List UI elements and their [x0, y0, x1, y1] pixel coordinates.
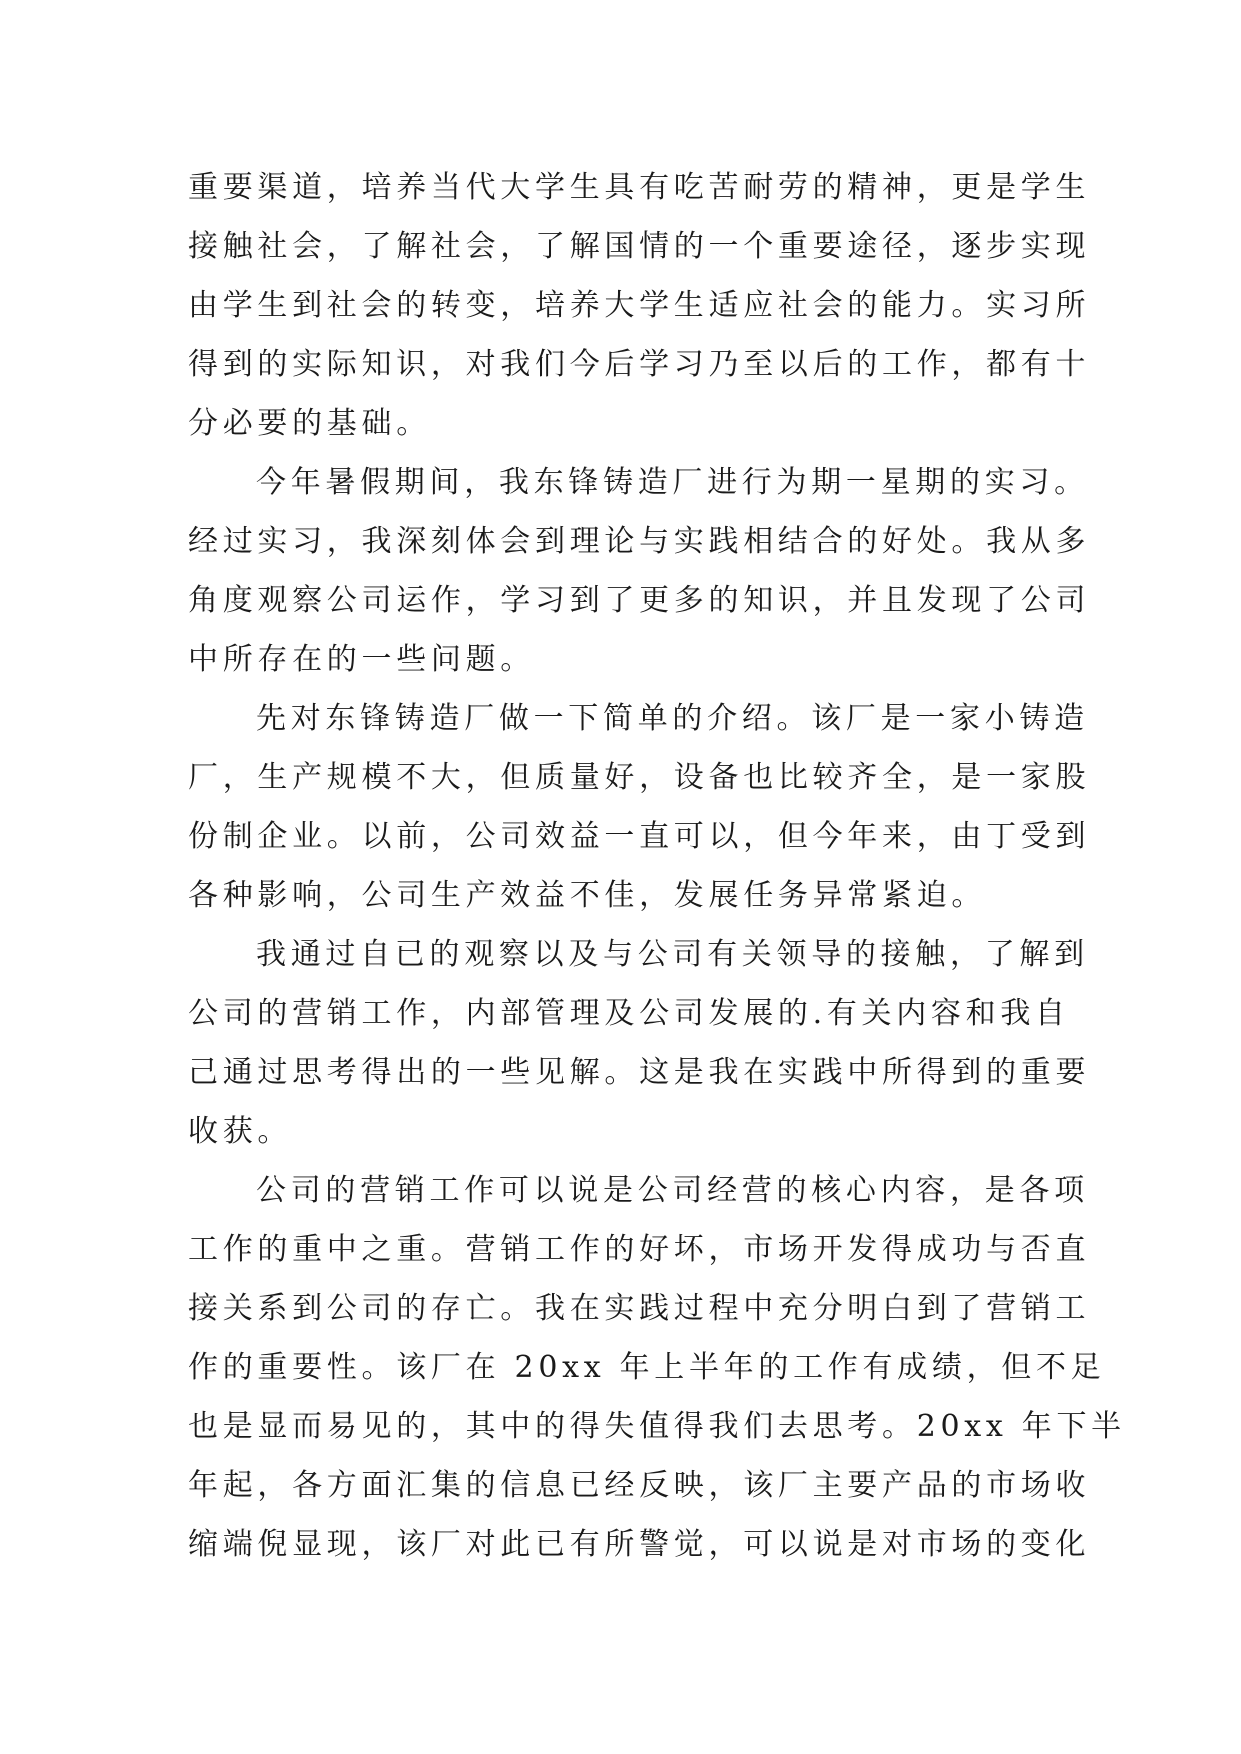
text-line: 年起，各方面汇集的信息已经反映，该厂主要产品的市场收: [188, 1468, 1091, 1503]
text-line: 收获。: [188, 1114, 293, 1149]
text-line: 角度观察公司运作，学习到了更多的知识，并且发现了公司: [188, 583, 1091, 618]
text-line: 工作的重中之重。营销工作的好坏，市场开发得成功与否直: [188, 1232, 1091, 1267]
body-text: [188, 158, 1126, 1574]
paragraph-first-line: 我通过自已的观察以及与公司有关领导的接触，了解到: [256, 937, 1089, 972]
text-line: 份制企业。以前，公司效益一直可以，但今年来，由丁受到: [188, 819, 1091, 854]
text-line: 厂，生产规模不大，但质量好，设备也比较齐全，是一家股: [188, 760, 1091, 795]
text-line: 接触社会，了解社会，了解国情的一个重要途径，逐步实现: [188, 229, 1091, 264]
text-line: 己通过思考得出的一些见解。这是我在实践中所得到的重要: [188, 1055, 1091, 1090]
text-line: 各种影响，公司生产效益不佳，发展任务异常紧迫。: [188, 878, 987, 913]
text-line: 重要渠道，培养当代大学生具有吃苦耐劳的精神，更是学生: [188, 170, 1091, 205]
text-line: 接关系到公司的存亡。我在实践过程中充分明白到了营销工: [188, 1291, 1091, 1326]
text-line: 公司的营销工作，内部管理及公司发展的.有关内容和我自: [188, 996, 1070, 1031]
text-line: 缩端倪显现，该厂对此已有所警觉，可以说是对市场的变化: [188, 1527, 1091, 1562]
text-line: 作的重要性。该厂在 20xx 年上半年的工作有成绩，但不足: [188, 1350, 1106, 1385]
text-line: 分必要的基础。: [188, 406, 431, 441]
text-line: 得到的实际知识，对我们今后学习乃至以后的工作，都有十: [188, 347, 1091, 382]
text-line: 经过实习，我深刻体会到理论与实践相结合的好处。我从多: [188, 524, 1091, 559]
paragraph-first-line: 先对东锋铸造厂做一下简单的介绍。该厂是一家小铸造: [256, 701, 1089, 736]
text-line: 中所存在的一些问题。: [188, 642, 535, 677]
text-line: 也是显而易见的，其中的得失值得我们去思考。20xx 年下半: [188, 1409, 1126, 1444]
paragraph-first-line: 公司的营销工作可以说是公司经营的核心内容，是各项: [256, 1173, 1089, 1208]
paragraph-first-line: 今年暑假期间，我东锋铸造厂进行为期一星期的实习。: [256, 465, 1089, 500]
text-line: 由学生到社会的转变，培养大学生适应社会的能力。实习所: [188, 288, 1091, 323]
